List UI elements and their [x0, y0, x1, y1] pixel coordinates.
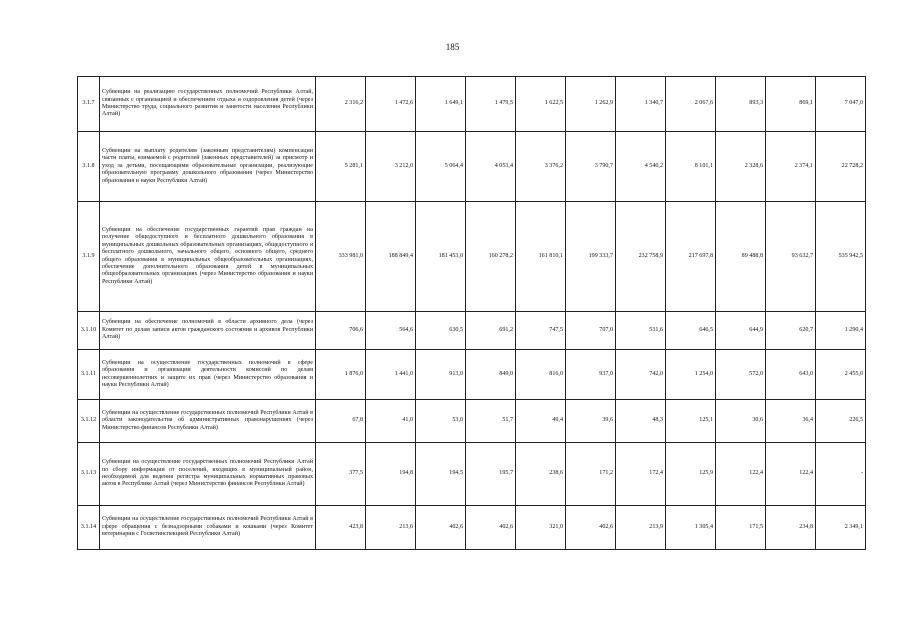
value-cell: 41,0 [366, 400, 416, 443]
value-cell: 232 758,9 [616, 202, 666, 312]
value-cell: 194,8 [366, 443, 416, 506]
row-code: 3.1.11 [78, 350, 100, 400]
value-cell: 238,6 [516, 443, 566, 506]
value-cell: 2 328,6 [716, 132, 766, 202]
value-cell: 8 101,1 [666, 132, 716, 202]
value-cell: 39,6 [566, 400, 616, 443]
value-cell: 1 262,9 [566, 77, 616, 132]
value-cell: 195,7 [466, 443, 516, 506]
value-cell: 199 333,7 [566, 202, 616, 312]
value-cell: 1 472,6 [366, 77, 416, 132]
row-code: 3.1.13 [78, 443, 100, 506]
value-cell: 3 790,7 [566, 132, 616, 202]
value-cell: 620,7 [766, 312, 816, 350]
value-cell: 93 632,7 [766, 202, 816, 312]
value-cell: 172,4 [616, 443, 666, 506]
value-cell: 53,0 [416, 400, 466, 443]
row-description: Субвенции на обеспечение полномочий в области архивного дела (через Комитет по делам записи актов гражданского состояния и архивов Республики Алтай) [100, 312, 316, 350]
value-cell: 377,5 [316, 443, 366, 506]
row-code: 3.1.12 [78, 400, 100, 443]
value-cell: 1 305,4 [666, 506, 716, 550]
value-cell: 67,8 [316, 400, 366, 443]
value-cell: 707,0 [566, 312, 616, 350]
value-cell: 2 316,2 [316, 77, 366, 132]
value-cell: 5 064,4 [416, 132, 466, 202]
value-cell: 4 540,2 [616, 132, 666, 202]
value-cell: - [816, 443, 866, 506]
table-row [78, 132, 866, 202]
value-cell: 3 212,0 [366, 132, 416, 202]
row-code: 3.1.14 [78, 506, 100, 550]
table-row [78, 312, 866, 350]
value-cell: 89 488,8 [716, 202, 766, 312]
value-cell: 1 340,7 [616, 77, 666, 132]
value-cell: 402,6 [416, 506, 466, 550]
value-cell: 646,5 [666, 312, 716, 350]
value-cell: 1 290,4 [816, 312, 866, 350]
value-cell: 36,4 [766, 400, 816, 443]
value-cell: 644,9 [716, 312, 766, 350]
row-description: Субвенции на осуществление государственных полномочий в сфере образования и организации деятельности комиссий по делам несовершеннолетних и защите их прав (через Министерство образования и науки Республики Алтай) [100, 350, 316, 400]
value-cell: 321,0 [516, 506, 566, 550]
value-cell: 893,3 [716, 77, 766, 132]
value-cell: 913,0 [416, 350, 466, 400]
value-cell: 535 942,5 [816, 202, 866, 312]
value-cell: 564,6 [366, 312, 416, 350]
row-description: Субвенции на обеспечение государственных гарантий прав граждан на получение общедоступного и бесплатного дошкольного образования в муниципальных дошкольных образовательных организациях, общедоступного и бесплатного дошкольного, начального общего, основного общего, среднего общего образования в муниципальных общеобразовательных организациях, обеспечение дополнительного образования детей в муниципальных общеобразовательных организациях (через Министерство образования и науки Республики Алтай) [100, 202, 316, 312]
value-cell: 122,4 [766, 443, 816, 506]
value-cell: 5 281,1 [316, 132, 366, 202]
row-code: 3.1.9 [78, 202, 100, 312]
value-cell: 643,0 [766, 350, 816, 400]
value-cell: 30,6 [716, 400, 766, 443]
value-cell: 160 278,2 [466, 202, 516, 312]
value-cell: 125,1 [666, 400, 716, 443]
value-cell: 161 810,1 [516, 202, 566, 312]
row-description: Субвенции на осуществление государственных полномочий Республики Алтай в области законодательства об административных правонарушениях (через Министерство финансов Республики Алтай) [100, 400, 316, 443]
value-cell: 171,2 [566, 443, 616, 506]
value-cell: 1 479,5 [466, 77, 516, 132]
table-row [78, 506, 866, 550]
value-cell: 213,9 [616, 506, 666, 550]
row-code: 3.1.7 [78, 77, 100, 132]
value-cell: 7 047,0 [816, 77, 866, 132]
value-cell: 747,5 [516, 312, 566, 350]
value-cell: 816,0 [516, 350, 566, 400]
value-cell: 1 622,5 [516, 77, 566, 132]
value-cell: 1 254,0 [666, 350, 716, 400]
value-cell: 48,3 [616, 400, 666, 443]
row-description: Субвенции на осуществление государственных полномочий Республики Алтай по сбору информации от поселений, входящих в муниципальный район, необходимой для ведения регистра муниципальных нормативных правовых актов в Республике Алтай (через Министерство финансов Республики Алтай) [100, 443, 316, 506]
value-cell: 171,5 [716, 506, 766, 550]
value-cell: 742,0 [616, 350, 666, 400]
table-row [78, 202, 866, 312]
value-cell: 333 981,0 [316, 202, 366, 312]
table-row [78, 350, 866, 400]
value-cell: 3 376,2 [516, 132, 566, 202]
value-cell: 2 374,1 [766, 132, 816, 202]
row-code: 3.1.10 [78, 312, 100, 350]
value-cell: 531,6 [616, 312, 666, 350]
value-cell: 572,0 [716, 350, 766, 400]
value-cell: 423,8 [316, 506, 366, 550]
table-row [78, 400, 866, 443]
row-description: Субвенции на осуществление государственных полномочий Республики Алтай в сфере обращения с безнадзорными собаками и кошками (через Комитет ветеринарии с Госветинспекцией Республики Алтай) [100, 506, 316, 550]
table-row [78, 443, 866, 506]
value-cell: 937,0 [566, 350, 616, 400]
value-cell: 49,4 [516, 400, 566, 443]
value-cell: 1 441,0 [366, 350, 416, 400]
value-cell: 2 067,6 [666, 77, 716, 132]
value-cell: 194,5 [416, 443, 466, 506]
value-cell: 2 349,1 [816, 506, 866, 550]
value-cell: 1 876,0 [316, 350, 366, 400]
subvention-table [77, 76, 866, 550]
value-cell: 234,8 [766, 506, 816, 550]
row-description: Субвенции на реализацию государственных полномочий Республики Алтай, связанных с организацией и обеспечением отдыха и оздоровления детей (через Министерство труда, социального развития и занятости населения Республики Алтай) [100, 77, 316, 132]
value-cell: 181 453,0 [416, 202, 466, 312]
row-code: 3.1.8 [78, 132, 100, 202]
row-description: Субвенции на выплату родителям (законным представителям) компенсации части платы, взимаемой с родителей (законных представителей) за присмотр и уход за детьми, посещающими образовательные организации, реализующие образовательную программу дошкольного образования (через Министерство образования и науки Республики Алтай) [100, 132, 316, 202]
value-cell: 869,1 [766, 77, 816, 132]
value-cell: 51,7 [466, 400, 516, 443]
value-cell: 1 649,1 [416, 77, 466, 132]
value-cell: 849,0 [466, 350, 516, 400]
value-cell: 22 728,2 [816, 132, 866, 202]
value-cell: 122,4 [716, 443, 766, 506]
value-cell: 217 697,8 [666, 202, 716, 312]
value-cell: 706,6 [316, 312, 366, 350]
value-cell: 125,9 [666, 443, 716, 506]
value-cell: 691,2 [466, 312, 516, 350]
value-cell: 213,6 [366, 506, 416, 550]
page-number: 185 [445, 42, 460, 52]
value-cell: 226,5 [816, 400, 866, 443]
value-cell: 402,6 [466, 506, 516, 550]
value-cell: 4 053,4 [466, 132, 516, 202]
value-cell: 402,6 [566, 506, 616, 550]
table-row [78, 77, 866, 132]
value-cell: 2 455,0 [816, 350, 866, 400]
value-cell: 630,5 [416, 312, 466, 350]
value-cell: 188 849,4 [366, 202, 416, 312]
